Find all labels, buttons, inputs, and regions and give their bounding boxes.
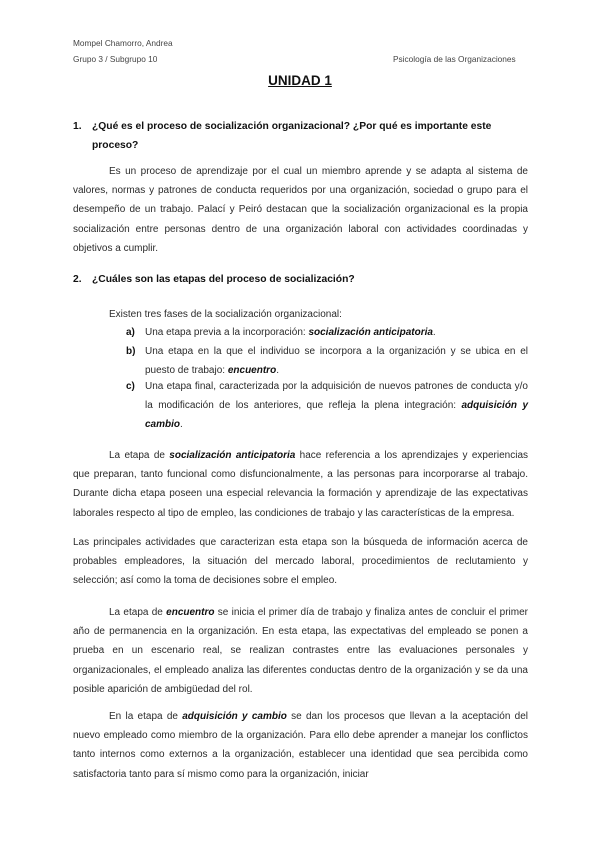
phase-term: adquisición y cambio	[145, 400, 528, 430]
page-title: UNIDAD 1	[268, 73, 332, 88]
header-course: Psicología de las Organizaciones	[393, 54, 516, 64]
header-author: Mompel Chamorro, Andrea	[73, 38, 173, 48]
question-2-number: 2.	[73, 274, 82, 285]
phase-marker: b)	[126, 346, 136, 357]
activities-paragraph: Las principales actividades que caracterizan esta etapa son la búsqueda de información acerca de probables empleadores, la situación del mercado laboral, procedimientos de reclutamiento y selección; así como la toma de decisiones sobre el empleo.	[73, 537, 528, 587]
paragraph-body: se inicia el primer día de trabajo y finaliza antes de concluir el primer año de permanencia en la organización. En esta etapa, las expectativas del empleado se ponen a prueba en un escenario real, se realizan contrastes entre las evaluaciones personales y organizacionales, el empleado analiza las diferentes conductas dentro de la organización y se da una posible aparición de ambigüedad del rol.	[73, 607, 528, 695]
phase-end: .	[180, 419, 183, 430]
header-group: Grupo 3 / Subgrupo 10	[73, 54, 158, 64]
phase-text: Una etapa en la que el individuo se incorpora a la organización y se ubica en el puesto de trabajo:	[145, 346, 528, 376]
phase-item-b	[126, 342, 528, 380]
paragraph-body: se dan los procesos que llevan a la aceptación del nuevo empleado como miembro de la organización. Para ello debe aprender a manejar los conflictos tanto internos como externos a la organización, establecer una identidad que sea percibida como satisfactoria tanto para sí mismo como para la organización, iniciar	[73, 711, 528, 780]
paragraph-term: socialización anticipatoria	[169, 450, 296, 461]
anticipatory-paragraph	[73, 446, 528, 523]
phases-intro: Existen tres fases de la socialización organizacional:	[109, 309, 342, 320]
paragraph-lead: La etapa de	[109, 607, 167, 618]
question-1-text: ¿Qué es el proceso de socialización organizacional? ¿Por qué es importante este proceso?	[92, 121, 492, 151]
answer-1-paragraph: Es un proceso de aprendizaje por el cual un miembro aprende y se adapta al sistema de valores, normas y patrones de conducta requeridos por una organización, sociedad o grupo para el desempeño de un trabajo. Palací y Peiró destacan que la socialización organizacional es la propia socialización entre personas dentro de una organización laboral con actividades coordinadas y objetivos a cumplir.	[73, 166, 528, 254]
phase-item-c	[126, 377, 528, 434]
phase-term: socialización anticipatoria	[308, 327, 433, 338]
paragraph-lead: En la etapa de	[109, 711, 183, 722]
question-1-number: 1.	[73, 121, 82, 132]
phase-text: Una etapa previa a la incorporación:	[145, 327, 309, 338]
paragraph-term: encuentro	[166, 607, 215, 618]
phase-marker: c)	[126, 381, 135, 392]
question-2	[73, 270, 529, 289]
phase-text: Una etapa final, caracterizada por la adquisición de nuevos patrones de conducta y/o la modificación de los anteriores, que refleja la plena integración:	[145, 381, 528, 411]
phase-end: .	[276, 365, 279, 376]
paragraph-body: hace referencia a los aprendizajes y experiencias que preparan, tanto funcional como disfuncionalmente, a las personas para incorporarse al trabajo. Durante dicha etapa poseen una especial relevancia la formación y aprendizaje de las expectativas laborales respecto al tipo de empleo, las condiciones de trabajo y las características de la empresa.	[73, 450, 529, 519]
encounter-paragraph	[73, 603, 528, 699]
phase-marker: a)	[126, 327, 135, 338]
acquisition-paragraph	[73, 707, 528, 784]
phase-item-a	[126, 323, 528, 342]
question-1	[73, 117, 529, 155]
question-2-text: ¿Cuáles son las etapas del proceso de socialización?	[92, 274, 355, 285]
paragraph-lead: La etapa de	[109, 450, 170, 461]
paragraph-term: adquisición y cambio	[182, 711, 287, 722]
phase-term: encuentro	[227, 365, 277, 376]
phase-end: .	[432, 327, 436, 338]
